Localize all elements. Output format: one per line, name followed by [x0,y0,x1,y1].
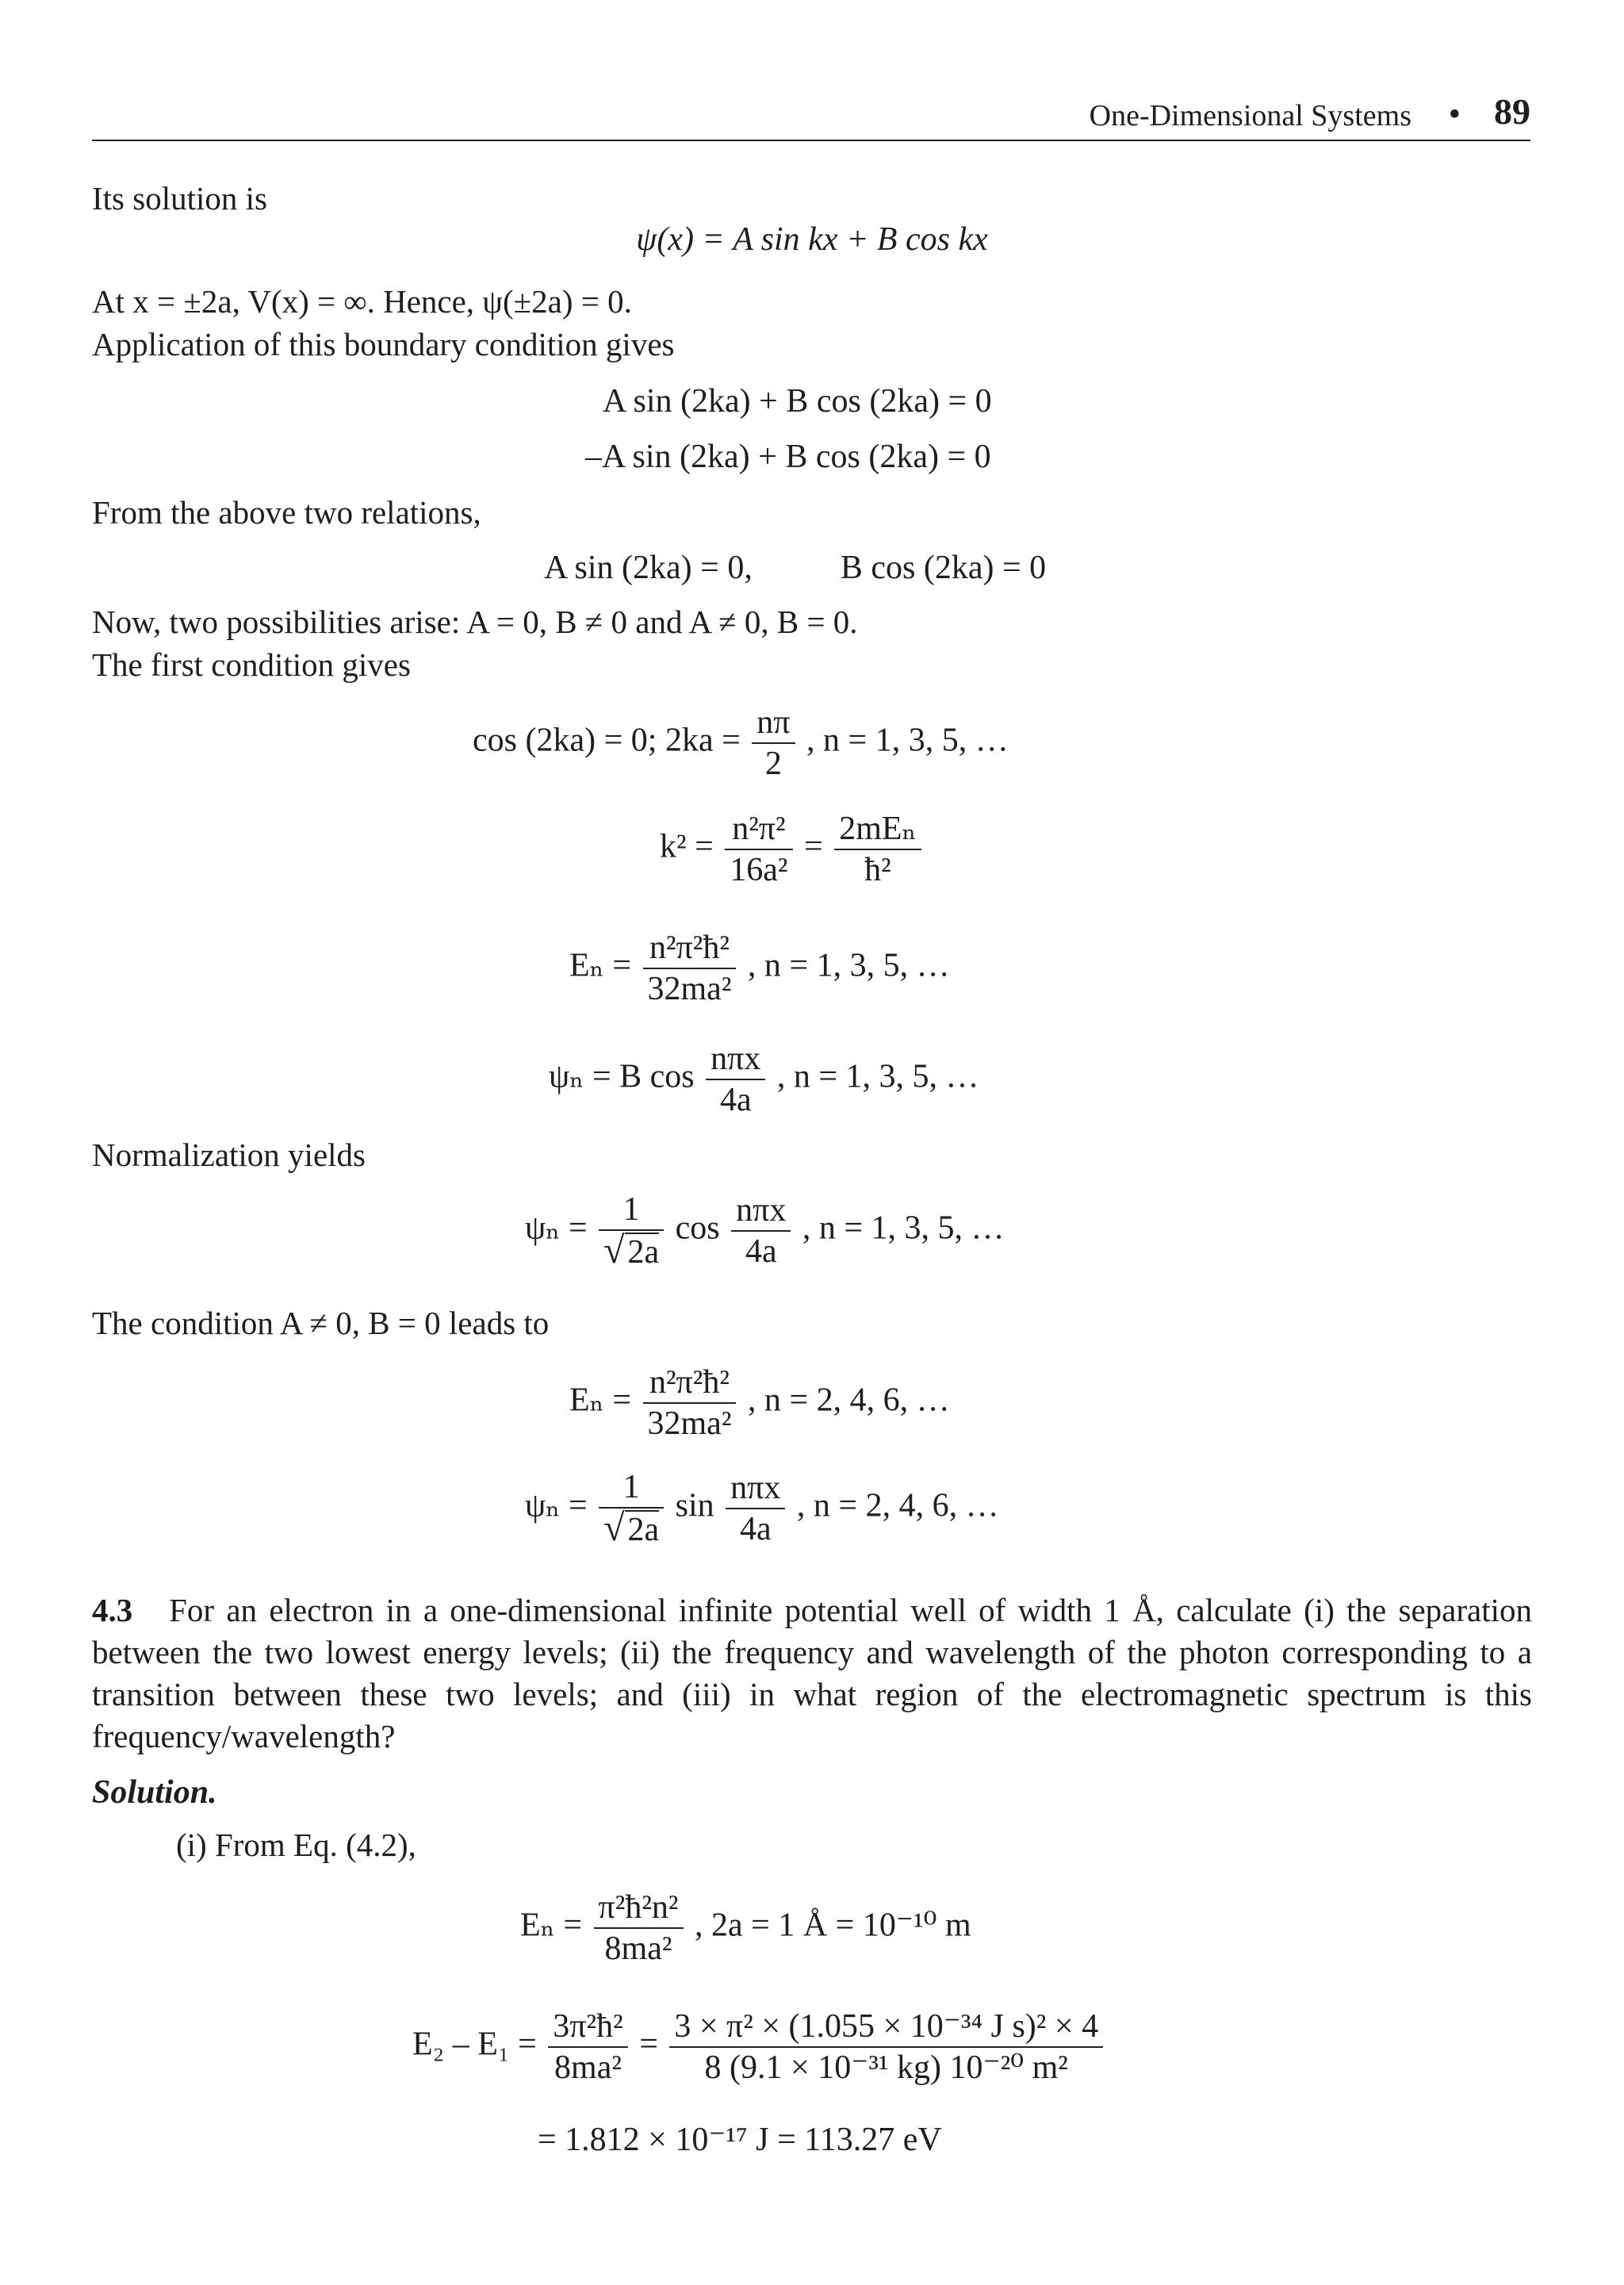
cos-label: cos [675,1210,720,1247]
equation-wavefunction-odd [549,1039,979,1120]
sqrt-symbol: √ [603,1229,625,1271]
eq-left: cos (2ka) = 0; 2ka = [473,722,741,759]
text-line: From the above two relations, [92,494,481,531]
denominator: 4a [739,1511,772,1547]
denominator [599,1231,664,1272]
equation-relations [544,547,1046,589]
eq-left: E₂ – E₁ = [412,2026,537,2063]
eq-right: , n = 2, 4, 6, … [747,1382,950,1419]
running-title: One-Dimensional Systems [1089,99,1411,132]
relation-b: B cos (2ka) = 0 [840,550,1047,586]
equals-sign: = [639,2026,658,2063]
fraction [599,1190,664,1272]
fraction [548,2007,627,2088]
equation-cos-condition [473,703,1009,784]
page-number: 89 [1494,91,1530,132]
numerator: n²π²ħ² [643,928,737,969]
sqrt-argument: 2a [625,1510,660,1548]
numerator: 3 × π² × (1.055 × 10⁻³⁴ J s)² × 4 [669,2007,1103,2048]
fraction [706,1039,765,1120]
text-line: Application of this boundary condition gives [92,326,675,362]
denominator: 16a² [730,852,788,888]
eq-right: , n = 1, 3, 5, … [776,1058,979,1095]
eq-right: , n = 1, 3, 5, … [747,947,950,984]
fraction [725,809,792,890]
numerator: nπ [752,703,795,744]
numerator: π²ħ²n² [594,1888,684,1929]
text-line: Normalization yields [92,1137,366,1173]
numerator: nπx [726,1468,785,1509]
fraction [834,809,921,890]
equation-k-squared [660,809,925,890]
sqrt-argument: 2a [625,1233,660,1271]
equation-energy-general [520,1888,971,1969]
running-header [92,87,1530,141]
header-bullet: • [1448,94,1461,133]
numerator: nπx [706,1039,765,1080]
equals-sign: = [804,828,823,865]
eq-left: ψₙ = [525,1487,588,1524]
numerator: n²π² [725,809,792,850]
eq-left: k² = [660,828,714,865]
numerator: 1 [599,1190,664,1231]
eq-left: Eₙ = [520,1907,583,1944]
eq-left: ψₙ = [525,1210,588,1247]
text-line: The condition A ≠ 0, B = 0 leads to [92,1305,550,1341]
fraction [643,928,737,1009]
denominator [599,1509,664,1550]
fraction [752,703,795,784]
text-line: The first condition gives [92,646,411,683]
problem-text: For an electron in a one-dimensional infinite potential well of width 1 Å, calculate (i) the separation between the two lowest energy levels; (ii) the frequency and wavelength of the photon corresponding to a transition between these two levels; and (iii) in what region of the electromagnetic spectrum is this frequency/wavelength? [92,1592,1533,1754]
text-line: Its solution is [92,180,267,217]
problem-4-3 [92,1589,1532,1758]
eq-right: , n = 1, 3, 5, … [806,722,1009,759]
equation-boundary-1: A sin (2ka) + B cos (2ka) = 0 [603,383,992,420]
eq-right: , n = 1, 3, 5, … [802,1210,1005,1247]
problem-number: 4.3 [92,1592,133,1628]
numerator: 3π²ħ² [548,2007,627,2048]
numerator: 2mEₙ [834,809,921,850]
text-line: At x = ±2a, V(x) = ∞. Hence, ψ(±2a) = 0. [92,283,632,320]
equation-solution: ψ(x) = A sin kx + B cos kx [636,221,988,258]
sin-label: sin [675,1487,714,1524]
fraction [731,1190,791,1271]
numerator: n²π²ħ² [643,1363,737,1404]
equation-energy-even [569,1363,950,1443]
equation-boundary-2: –A sin (2ka) + B cos (2ka) = 0 [585,439,991,475]
solution-step-i: (i) From Eq. (4.2), [176,1827,416,1863]
denominator: 4a [745,1233,777,1270]
numerator: nπx [731,1190,791,1232]
fraction [643,1363,737,1443]
equation-normalized-odd [525,1190,1005,1272]
eq-left: Eₙ = [569,947,632,984]
solution-label: Solution. [92,1774,217,1811]
denominator: 32ma² [647,971,732,1007]
denominator: 2 [764,746,782,782]
fraction [669,2007,1103,2088]
eq-left: Eₙ = [569,1382,632,1419]
denominator: 8ma² [604,1930,672,1967]
equation-result: = 1.812 × 10⁻¹⁷ J = 113.27 eV [538,2122,942,2158]
denominator: ħ² [864,852,891,888]
sqrt-symbol: √ [603,1507,625,1549]
denominator: 32ma² [647,1405,732,1442]
relation-a: A sin (2ka) = 0, [544,550,753,586]
denominator: 8 (9.1 × 10⁻³¹ kg) 10⁻²⁰ m² [704,2049,1068,2086]
numerator: 1 [599,1467,664,1509]
fraction [594,1888,684,1969]
fraction [726,1468,785,1549]
eq-left: ψₙ = B cos [549,1058,695,1095]
eq-right: , n = 2, 4, 6, … [796,1487,999,1524]
fraction [599,1467,664,1550]
denominator: 8ma² [554,2049,622,2086]
denominator: 4a [719,1082,752,1118]
equation-energy-difference [412,2007,1106,2088]
eq-right: , 2a = 1 Å = 10⁻¹⁰ m [695,1907,971,1944]
equation-energy-odd [569,928,950,1009]
equation-normalized-even [525,1467,999,1550]
text-line: Now, two possibilities arise: A = 0, B ≠ 0 and A ≠ 0, B = 0. [92,604,858,640]
